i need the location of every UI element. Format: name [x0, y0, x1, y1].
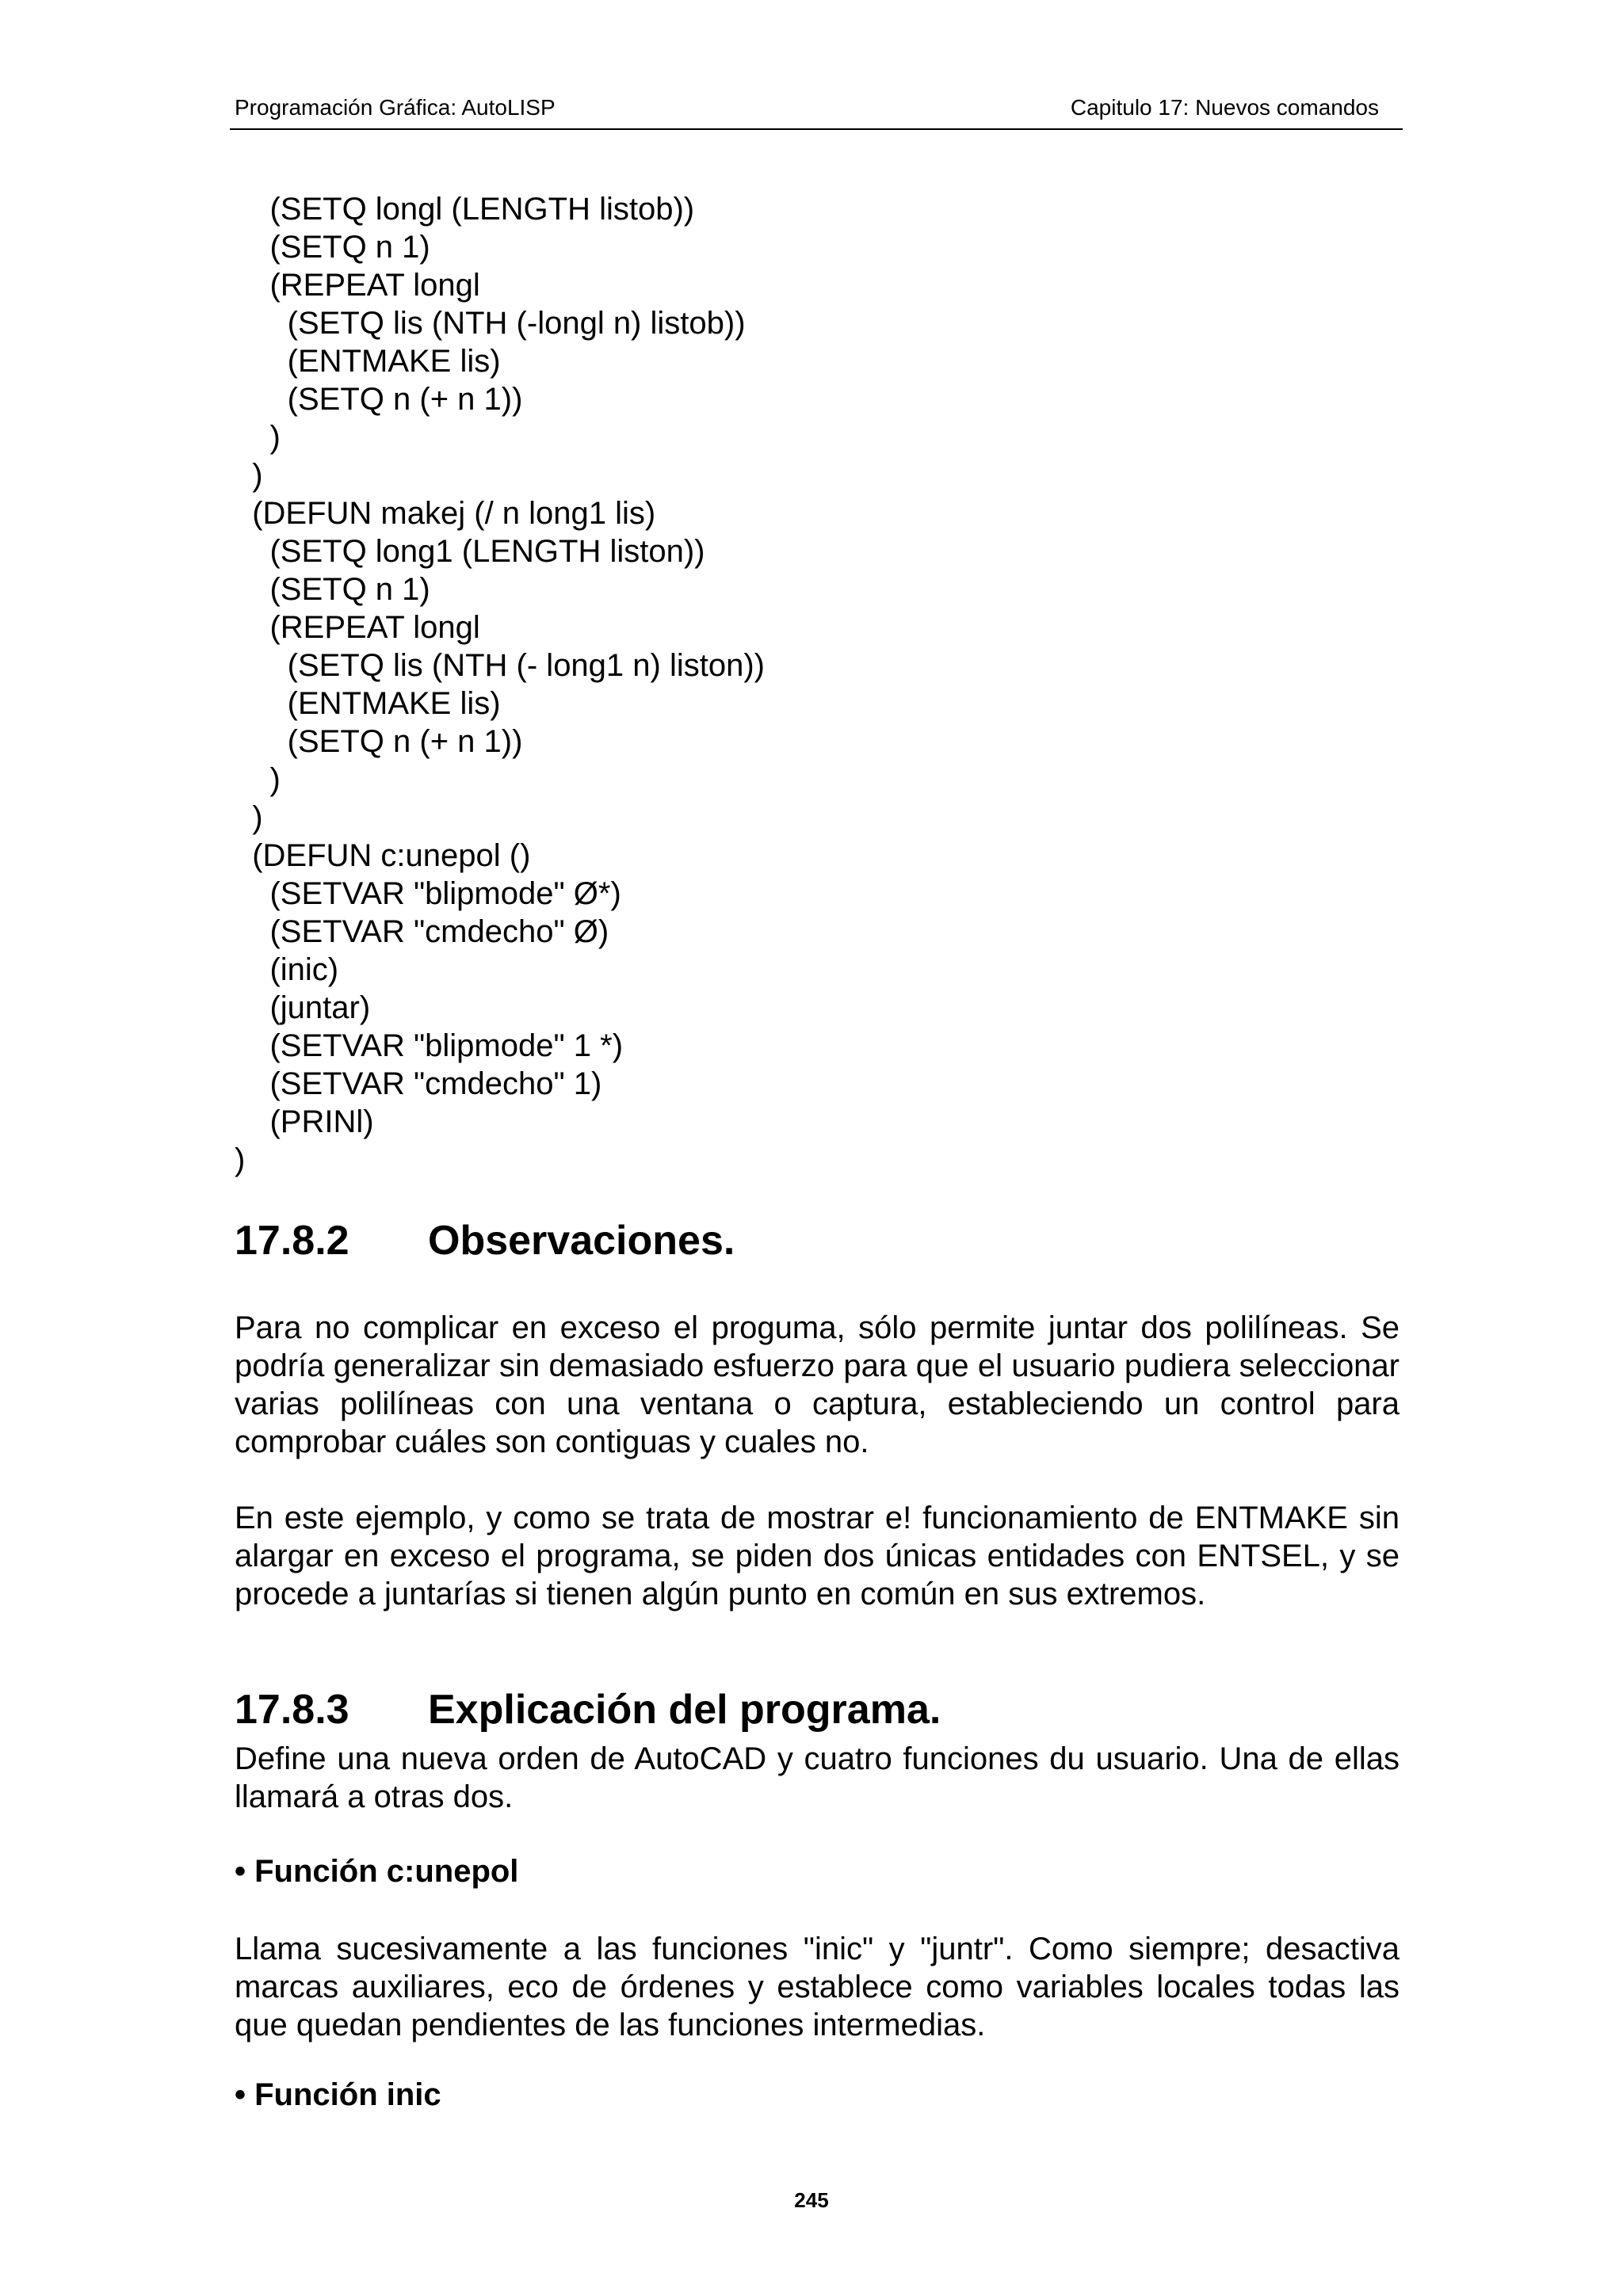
page-number: 245 — [794, 2188, 829, 2212]
code-line: ) — [235, 1142, 246, 1177]
code-line: ) — [235, 420, 281, 455]
code-line: (REPEAT longl — [235, 610, 480, 645]
header-chapter-title: Capitulo 17: Nuevos comandos — [1070, 95, 1379, 120]
code-line: (ENTMAKE lis) — [235, 344, 501, 379]
code-line: (SETVAR "blipmode" Ø*) — [235, 876, 621, 911]
paragraph-funcion-unepol: Llama sucesivamente a las funciones "inic" y "juntr". Como siempre; desactiva marcas auxiliares, eco de órdenes y establece como variables locales todas las que quedan pendientes de las funciones intermedias. — [235, 1932, 1400, 2042]
code-line: (SETQ n (+ n 1)) — [235, 382, 523, 417]
code-line: (REPEAT longl — [235, 268, 480, 303]
code-line: (juntar) — [235, 990, 371, 1025]
running-header — [230, 95, 1403, 130]
code-line: (SETQ lis (NTH (- long1 n) liston)) — [235, 648, 765, 683]
paragraph-observaciones-2: En este ejemplo, y como se trata de mostrar e! funcionamiento de ENTMAKE sin alargar en exceso el programa, se piden dos únicas entidades con ENTSEL, y se procede a juntarías si tienen algún punto en común en sus extremos. — [235, 1501, 1400, 1611]
code-line: ) — [235, 762, 281, 797]
code-line: (SETVAR "cmdecho" Ø) — [235, 914, 609, 949]
code-line: (inic) — [235, 952, 339, 987]
code-line: (SETVAR "cmdecho" 1) — [235, 1066, 602, 1101]
section-number: 17.8.2 — [235, 1218, 349, 1264]
code-line: (ENTMAKE lis) — [235, 686, 501, 721]
code-line: ) — [235, 800, 263, 835]
code-line: (DEFUN c:unepol () — [235, 838, 531, 873]
section-heading-explicacion — [235, 1686, 941, 1733]
bullet-funcion-inic: • Función inic — [235, 2077, 441, 2112]
code-line: (SETQ longl (LENGTH listob)) — [235, 192, 695, 227]
code-line: (SETQ n (+ n 1)) — [235, 724, 523, 759]
section-number: 17.8.3 — [235, 1687, 349, 1733]
section-title: Explicación del programa. — [428, 1687, 941, 1733]
code-line: (DEFUN makej (/ n long1 lis) — [235, 496, 656, 531]
code-line: (SETQ long1 (LENGTH liston)) — [235, 534, 705, 569]
header-book-title: Programación Gráfica: AutoLISP — [235, 95, 556, 120]
paragraph-explicacion-intro: Define una nueva orden de AutoCAD y cuatro funciones du usuario. Una de ellas llamará a otras dos. — [235, 1741, 1400, 1814]
code-line: (SETQ lis (NTH (-longl n) listob)) — [235, 306, 746, 341]
code-line: (SETQ n 1) — [235, 572, 430, 607]
code-listing — [235, 190, 765, 1179]
section-title: Observaciones. — [428, 1218, 735, 1264]
code-line: (SETVAR "blipmode" 1 *) — [235, 1028, 624, 1063]
bullet-funcion-unepol: • Función c:unepol — [235, 1854, 519, 1889]
code-line: ) — [235, 458, 263, 493]
code-line: (SETQ n 1) — [235, 230, 430, 265]
code-line: (PRINl) — [235, 1104, 374, 1139]
section-heading-observaciones — [235, 1217, 735, 1264]
paragraph-observaciones-1: Para no complicar en exceso el proguma, sólo permite juntar dos polilíneas. Se podría generalizar sin demasiado esfuerzo para que el usuario pudiera seleccionar varias polilíneas con una ventana o captura, estableciendo un control para comprobar cuáles son contiguas y cuales no. — [235, 1310, 1400, 1459]
